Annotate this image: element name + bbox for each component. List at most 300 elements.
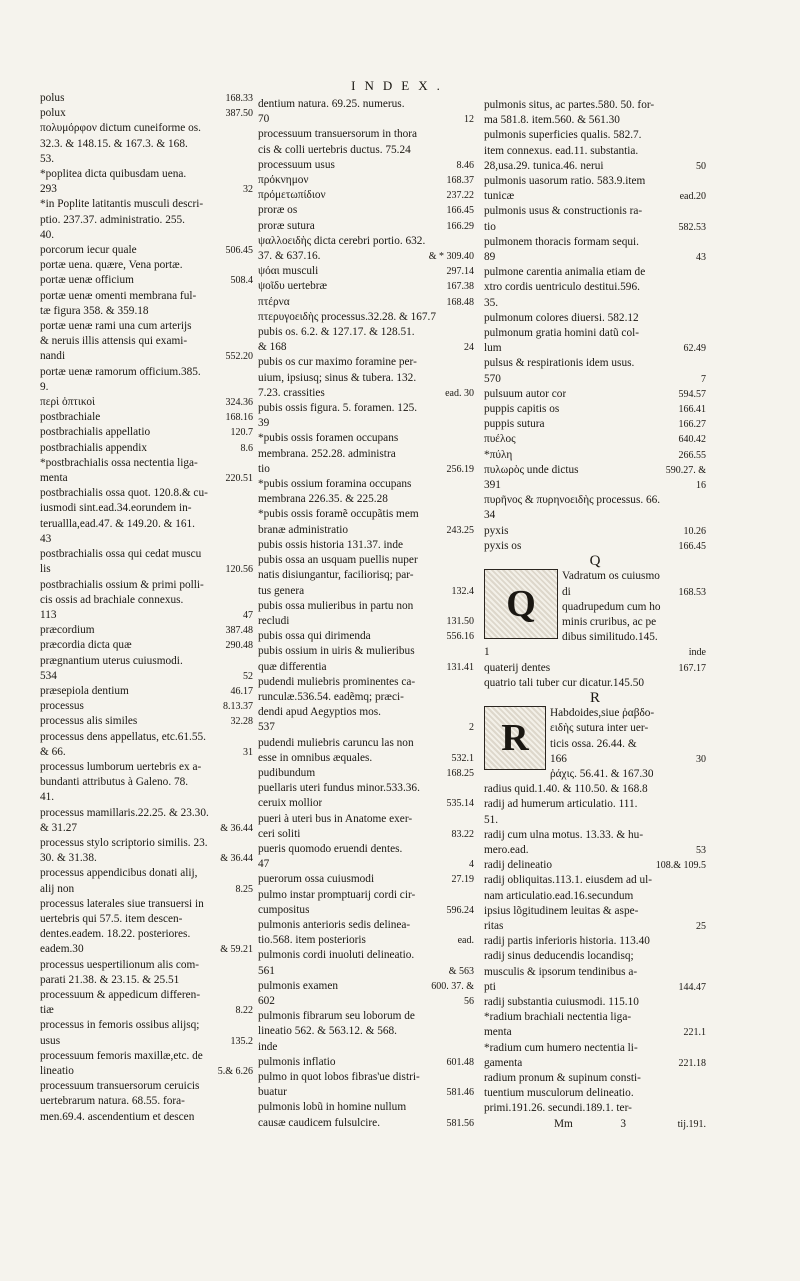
index-entry (258, 188, 474, 203)
entry-text: tus genera (258, 584, 305, 597)
index-entry (40, 684, 253, 699)
index-entry (40, 745, 253, 760)
entry-text: dentium natura. 69.25. numerus. (258, 98, 405, 110)
index-entry (258, 143, 474, 158)
index-entry (258, 431, 474, 446)
entry-text: quatrio tali tuber cur dicatur.145.50 (484, 676, 644, 689)
entry-reference: 8.25 (235, 883, 253, 895)
entry-reference: 83.22 (451, 828, 474, 840)
entry-reference: 556.16 (446, 631, 474, 643)
entry-text: ptio. 237.37. administratio. 255. (40, 213, 185, 226)
entry-text: parati 21.38. & 23.15. & 25.51 (40, 973, 180, 986)
entry-text: puerorum ossa cuiusmodi (258, 873, 375, 886)
index-entry (40, 882, 253, 897)
entry-text: *pubis ossis foramẽ occupãtis mem (258, 508, 419, 521)
entry-reference: 120.7 (230, 427, 253, 439)
index-entry (484, 98, 706, 113)
index-entry (258, 462, 474, 477)
index-entry (484, 1025, 706, 1040)
index-entry (40, 137, 253, 152)
index-entry (484, 128, 706, 143)
entry-text: branæ administratio (258, 523, 349, 536)
entry-text: radij sinus deducendis locandisq; (484, 950, 634, 963)
entry-text: pulmo instar promptuarij cordi cir- (258, 888, 416, 901)
entry-text: processuum & appedicum differen- (40, 988, 201, 1001)
entry-text: Vadratum os cuiusmo (562, 570, 660, 583)
index-entry (40, 866, 253, 881)
index-entry (484, 873, 706, 888)
index-entry (40, 927, 253, 942)
index-entry (484, 1056, 706, 1071)
index-entry (484, 782, 706, 797)
entry-text: radij cum ulna motus. 13.33. & hu- (484, 828, 644, 841)
entry-reference: 168.37 (446, 175, 474, 187)
catchword: tij.191. (677, 1118, 706, 1130)
index-entry (484, 980, 706, 995)
index-entry (258, 492, 474, 507)
entry-text: 28,usa.29. tunica.46. nerui (484, 159, 604, 172)
entry-reference: 52 (243, 670, 253, 682)
entry-text: item connexus. ead.11. substantia. (484, 144, 639, 157)
entry-text: 39 (258, 417, 270, 430)
entry-text: usus (40, 1034, 61, 1047)
signature-number: 3 (620, 1117, 627, 1130)
index-entry (258, 371, 474, 386)
entry-text: 30. & 31.38. (40, 852, 97, 865)
index-entry (40, 152, 253, 167)
entry-reference: 596.24 (446, 904, 474, 916)
entry-reference: 167.17 (678, 662, 706, 674)
entry-reference: 297.14 (446, 266, 474, 278)
index-entry (484, 539, 706, 554)
index-entry (258, 173, 474, 188)
entry-text: pulmonum colores diuersi. 582.12 (484, 311, 639, 324)
entry-text: *in Poplite latitantis musculi descri- (40, 198, 204, 211)
index-entry (40, 441, 253, 456)
entry-text: processus alis similes (40, 715, 138, 728)
entry-text: 602 (258, 994, 275, 1007)
index-entry (40, 608, 253, 623)
index-entry (484, 235, 706, 250)
index-entry (484, 934, 706, 949)
index-entry (258, 903, 474, 918)
index-entry (484, 296, 706, 311)
index-entry (40, 91, 253, 106)
entry-text: ειδὴς sutura inter uer- (550, 722, 649, 735)
entry-text: *radium cum humero nectentia li- (484, 1041, 638, 1054)
entry-reference: 16 (696, 480, 706, 492)
index-entry (258, 964, 474, 979)
entry-reference: 7 (701, 373, 706, 385)
entry-text: mero.ead. (484, 843, 529, 856)
index-entry (550, 706, 706, 721)
entry-text: uertebris qui 57.5. item descen- (40, 912, 183, 925)
index-entry (258, 203, 474, 218)
index-entry (484, 432, 706, 447)
entry-reference: 168.53 (678, 586, 706, 598)
entry-text: 89 (484, 251, 496, 264)
entry-text: pulmonis uasorum ratio. 583.9.item (484, 175, 646, 188)
entry-text: postbrachialis appendix (40, 441, 147, 454)
index-entry (40, 365, 253, 380)
index-entry (258, 857, 474, 872)
entry-reference: 168.48 (446, 296, 474, 308)
index-entry (40, 1110, 253, 1125)
index-entry (258, 584, 474, 599)
entry-text: 40. (40, 228, 55, 241)
entry-text: uium, ipsiusq; sinus & tubera. 132. (258, 371, 417, 384)
index-entry (484, 797, 706, 812)
index-entry (40, 228, 253, 243)
index-entry (40, 942, 253, 957)
index-entry (258, 568, 474, 583)
index-entry (40, 304, 253, 319)
entry-text: postbrachialis ossa quot. 120.8.& cu- (40, 487, 208, 500)
index-entry (484, 493, 706, 508)
index-entry (40, 1018, 253, 1033)
entry-reference: 8.46 (456, 159, 474, 171)
index-entry (40, 730, 253, 745)
index-entry (258, 447, 474, 462)
entry-text: men.69.4. ascendentium et descen (40, 1110, 195, 1123)
index-entry (484, 661, 706, 676)
entry-text: pudibundum (258, 766, 316, 779)
entry-reference: 167.38 (446, 281, 474, 293)
entry-text: pulmonem thoracis formam sequi. (484, 235, 639, 248)
entry-text: puppis sutura (484, 418, 545, 431)
index-entry (40, 258, 253, 273)
entry-text: proræ sutura (258, 219, 315, 232)
index-entry (258, 264, 474, 279)
decorated-initial-r: R (484, 706, 546, 770)
entry-reference: 601.48 (446, 1056, 474, 1068)
entry-text: radij partis inferioris historia. 113.40 (484, 935, 650, 948)
entry-text: & 168 (258, 341, 287, 354)
index-entry (258, 781, 474, 796)
index-entry (484, 174, 706, 189)
entry-text: portæ uena. quære, Vena portæ. (40, 259, 183, 272)
entry-text: nam articulatio.ead.16.secundum (484, 889, 634, 902)
entry-text: pulmonis superficies qualis. 582.7. (484, 129, 642, 142)
index-entry (484, 265, 706, 280)
entry-reference: 387.50 (225, 108, 253, 120)
index-entry (40, 958, 253, 973)
entry-text: tio.568. item posterioris (258, 934, 366, 947)
index-entry (562, 585, 706, 600)
index-entry (40, 349, 253, 364)
index-entry (484, 159, 706, 174)
index-entry (40, 532, 253, 547)
index-entry (258, 1024, 474, 1039)
entry-text: dentes.eadem. 18.22. posteriores. (40, 928, 191, 941)
initial-block-q (484, 569, 706, 645)
index-entry (40, 334, 253, 349)
entry-text: ticis ossa. 26.44. & (550, 737, 637, 750)
entry-reference: 131.41 (446, 661, 474, 673)
index-entry (550, 721, 706, 736)
entry-text: ψοῖδυ uertebræ (258, 280, 328, 293)
entry-text: 7.23. crassities (258, 386, 325, 399)
index-entry (550, 737, 706, 752)
entry-text: 47 (258, 858, 270, 871)
index-entry (40, 456, 253, 471)
entry-reference: 27.19 (451, 874, 474, 886)
entry-text: bundanti attributus à Galeno. 78. (40, 776, 189, 789)
entry-text: *radium brachiali nectentia liga- (484, 1011, 632, 1024)
index-entry (562, 630, 706, 645)
entry-reference: 535.14 (446, 798, 474, 810)
index-entry (550, 767, 706, 782)
entry-reference: 166.45 (446, 205, 474, 217)
entry-text: *pubis ossis foramen occupans (258, 432, 399, 445)
index-entry (258, 842, 474, 857)
index-entry (40, 578, 253, 593)
entry-text: nandi (40, 350, 66, 363)
entry-reference: 166.41 (678, 404, 706, 416)
index-entry (484, 250, 706, 265)
entry-reference: ead.20 (679, 191, 706, 203)
entry-text: processuum femoris maxillæ,etc. de (40, 1049, 203, 1062)
index-entry (562, 600, 706, 615)
entry-text: pubis ossa qui dirimenda (258, 630, 371, 643)
entry-reference: 387.48 (225, 625, 253, 637)
entry-text: 166 (550, 752, 567, 765)
index-entry (258, 888, 474, 903)
entry-reference: & 563 (448, 965, 474, 977)
entry-text: pubis os cur maximo foramine per- (258, 356, 417, 369)
index-entry (40, 395, 253, 410)
entry-text: pulsus & respirationis idem usus. (484, 357, 635, 370)
entry-reference: & 59.21 (220, 944, 253, 956)
entry-text: præcordium (40, 624, 95, 637)
index-entry (258, 1040, 474, 1055)
entry-text: causæ caudicem fulsulcire. (258, 1116, 381, 1129)
entry-text: postbrachialis ossa qui cedat muscu (40, 548, 202, 561)
index-entry (258, 720, 474, 735)
entry-reference: 131.50 (446, 615, 474, 627)
entry-text: pueri à uteri bus in Anatome exer- (258, 812, 413, 825)
entry-reference: 594.57 (678, 388, 706, 400)
index-entry (258, 1009, 474, 1024)
entry-text: natis disiungantur, faciliorisq; par- (258, 569, 414, 582)
entry-text: polux (40, 107, 66, 120)
index-entry (258, 812, 474, 827)
entry-reference: 237.22 (446, 190, 474, 202)
entry-text: tæ figura 358. & 359.18 (40, 304, 149, 317)
index-entry (258, 629, 474, 644)
entry-text: πτερυγοειδὴς processus.32.28. & 167.7 (258, 310, 437, 323)
index-entry (258, 112, 474, 127)
index-entry (258, 97, 474, 112)
decorated-initial-q: Q (484, 569, 558, 639)
entry-reference: 581.46 (446, 1087, 474, 1099)
entry-reference: 108.& 109.5 (655, 860, 706, 872)
entry-text: quaterij dentes (484, 661, 551, 674)
index-entry (484, 113, 706, 128)
index-entry (484, 326, 706, 341)
entry-text: cis ossis ad brachiale connexus. (40, 593, 184, 606)
index-entry (40, 167, 253, 182)
entry-reference: 166.45 (678, 540, 706, 552)
index-entry (40, 836, 253, 851)
entry-reference: 144.47 (678, 981, 706, 993)
entry-text: runculæ.536.54. eadẽmq; præci- (258, 690, 404, 703)
entry-text: processus stylo scriptorio similis. 23. (40, 836, 208, 849)
entry-reference: 168.33 (225, 93, 253, 104)
entry-text: pubis ossium in uiris & mulieribus (258, 645, 415, 658)
entry-text: gamenta (484, 1056, 523, 1069)
entry-text: 9. (40, 380, 49, 393)
entry-text: pulmo in quot lobos fibras'ue distri- (258, 1071, 420, 1083)
index-entry (484, 1010, 706, 1025)
entry-text: tio (484, 220, 496, 233)
entry-text: radius quid.1.40. & 110.50. & 168.8 (484, 783, 648, 796)
entry-reference: 50 (696, 160, 706, 172)
entry-text: polus (40, 92, 65, 104)
entry-text: portæ uenæ officium (40, 274, 134, 287)
entry-text: proræ os (258, 204, 298, 217)
entry-text: pulmonis cordi inuoluti delineatio. (258, 949, 415, 962)
running-head: INDEX. (351, 78, 449, 93)
index-entry (258, 1055, 474, 1070)
entry-text: πολυμόρφον dictum cuneiforme os. (40, 122, 201, 135)
entry-text: pulmonis lobũ in homine nullum (258, 1101, 407, 1114)
entry-text: pueris quomodo eruendi dentes. (258, 842, 403, 855)
entry-text: radij obliquitas.113.1. eiusdem ad ul- (484, 874, 653, 887)
entry-reference: 590.27. & (665, 464, 706, 476)
entry-reference: 24 (464, 342, 474, 354)
entry-text: pulmone carentia animalia etiam de (484, 266, 646, 279)
index-entry (40, 699, 253, 714)
index-entry (562, 569, 706, 584)
entry-reference: 32.28 (230, 716, 253, 728)
entry-text: 41. (40, 791, 55, 804)
index-entry (258, 219, 474, 234)
index-entry (40, 380, 253, 395)
entry-text: 37. & 637.16. (258, 250, 321, 263)
entry-text: pubis ossis figura. 5. foramen. 125. (258, 402, 418, 415)
index-entry (258, 416, 474, 431)
entry-text: ceri soliti (258, 827, 301, 840)
entry-text: postbrachialis appellatio (40, 426, 151, 439)
index-entry (40, 486, 253, 501)
entry-reference: 53 (696, 844, 706, 856)
index-entry (40, 121, 253, 136)
entry-reference: 132.4 (451, 585, 474, 597)
index-entry (40, 562, 253, 577)
index-entry (40, 654, 253, 669)
entry-text: radij substantia cuiusmodi. 115.10 (484, 995, 639, 1008)
index-entry (258, 766, 474, 781)
index-column-left (40, 91, 253, 1125)
signature-line (484, 1117, 706, 1132)
index-entry (40, 988, 253, 1003)
index-entry (40, 714, 253, 729)
entry-text: & neruis illis attensis qui exami- (40, 335, 188, 348)
entry-text: quadrupedum cum ho (562, 600, 661, 613)
index-entry (258, 279, 474, 294)
entry-text: ψόαι musculi (258, 265, 319, 278)
entry-text: *πύλη (484, 448, 513, 461)
entry-text: pyxis os (484, 539, 522, 552)
entry-reference: 506.45 (225, 245, 253, 257)
entry-reference: inde (688, 647, 706, 659)
index-entry (484, 341, 706, 356)
entry-text: pubis ossa mulieribus in partu non (258, 599, 414, 612)
entry-reference: 2 (469, 722, 474, 734)
entry-reference: 8.6 (240, 442, 253, 454)
entry-reference: 43 (696, 252, 706, 264)
entry-reference: 166.29 (446, 220, 474, 232)
entry-text: πρόκνημον (258, 174, 309, 187)
entry-text: pulmonis fibrarum seu loborum de (258, 1010, 415, 1023)
entry-text: radij delineatio (484, 859, 553, 872)
index-entry (258, 127, 474, 142)
entry-text: cumpositus (258, 903, 310, 916)
index-entry (484, 372, 706, 387)
index-entry (258, 796, 474, 811)
entry-text: 43 (40, 532, 52, 545)
entry-text: radij ad humerum articulatio. 111. (484, 798, 638, 811)
index-entry (258, 690, 474, 705)
entry-reference: 243.25 (446, 524, 474, 536)
index-entry (40, 425, 253, 440)
index-entry (258, 386, 474, 401)
entry-text: πυέλος (484, 433, 516, 446)
entry-text: ῥάχις. 56.41. & 167.30 (550, 767, 654, 780)
entry-text: processus laterales siue transuersi in (40, 897, 204, 910)
index-entry (40, 1003, 253, 1018)
entry-text: puellaris uteri fundus minor.533.36. (258, 782, 420, 795)
entry-text: processus uespertilionum alis com- (40, 958, 200, 971)
entry-reference: & 36.44 (220, 853, 253, 865)
entry-text: minis cruribus, ac pe (562, 615, 657, 628)
entry-text: prægnantium uterus cuiusmodi. (40, 654, 183, 667)
entry-text: musculis & ipsorum tendinibus a- (484, 965, 638, 978)
index-entry (258, 675, 474, 690)
entry-text: xtro cordis uentriculo destitui.596. (484, 281, 640, 294)
entry-text: 53. (40, 152, 55, 165)
index-entry (40, 1094, 253, 1109)
index-entry (484, 1041, 706, 1056)
entry-text: processus (40, 700, 84, 713)
entry-text: dibus similitudo.145. (562, 631, 658, 644)
entry-reference: 324.36 (225, 397, 253, 409)
index-entry (550, 752, 706, 767)
entry-reference: 220.51 (225, 473, 253, 485)
entry-text: processuum transuersorum in thora (258, 128, 418, 141)
index-entry (258, 872, 474, 887)
entry-text: lum (484, 342, 502, 355)
index-entry (484, 508, 706, 523)
index-entry (484, 843, 706, 858)
index-column-middle (258, 97, 474, 1131)
index-entry (40, 821, 253, 836)
index-entry (258, 538, 474, 553)
index-entry (40, 851, 253, 866)
entry-text: 113 (40, 608, 57, 621)
entry-text: 1 (484, 646, 490, 659)
index-entry (258, 736, 474, 751)
entry-text: 293 (40, 183, 57, 196)
entry-text: tunicæ (484, 190, 515, 203)
entry-text: πυλωρὸς unde dictus (484, 463, 579, 476)
index-entry (40, 1034, 253, 1049)
entry-reference: 8.13.37 (223, 701, 253, 713)
index-entry (258, 234, 474, 249)
entry-text: 391 (484, 479, 501, 492)
entry-reference: 56 (464, 995, 474, 1007)
